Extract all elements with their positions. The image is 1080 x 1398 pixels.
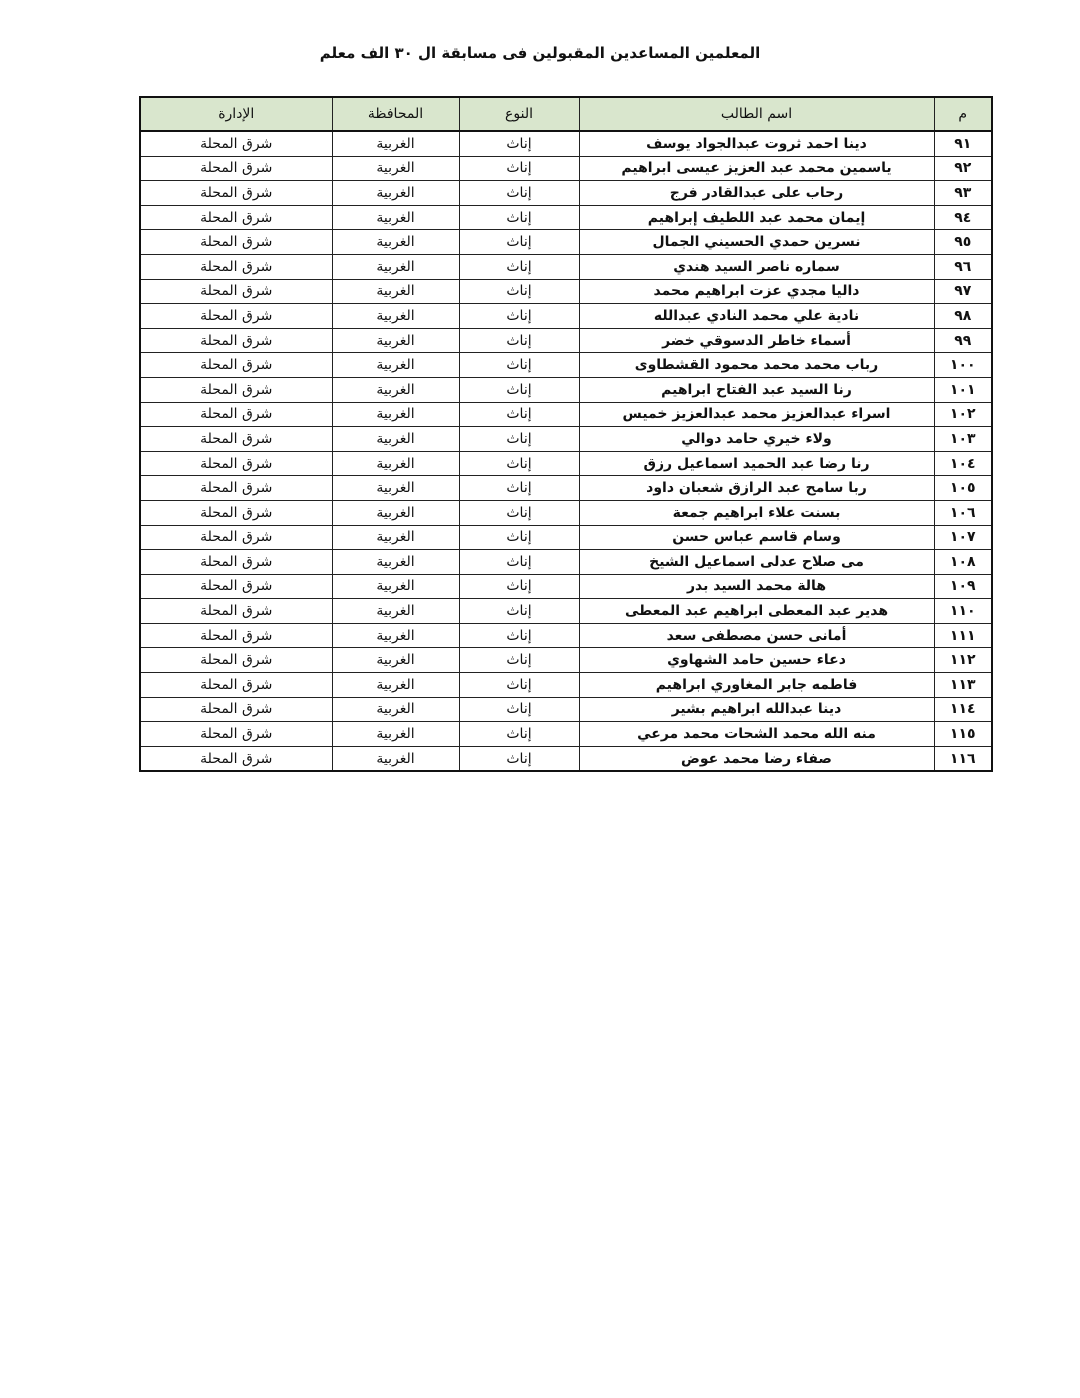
- cell-num: ٩٢: [934, 156, 992, 181]
- cell-administration: شرق المحلة: [140, 402, 332, 427]
- cell-administration: شرق المحلة: [140, 574, 332, 599]
- cell-gender: إناث: [459, 131, 579, 156]
- cell-administration: شرق المحلة: [140, 230, 332, 255]
- cell-governorate: الغربية: [332, 205, 459, 230]
- cell-student-name: وسام قاسم عباس حسن: [579, 525, 934, 550]
- cell-administration: شرق المحلة: [140, 623, 332, 648]
- table-row: [140, 550, 992, 575]
- cell-student-name: أمانى حسن مصطفى سعد: [579, 623, 934, 648]
- cell-gender: إناث: [459, 156, 579, 181]
- cell-governorate: الغربية: [332, 500, 459, 525]
- cell-gender: إناث: [459, 500, 579, 525]
- cell-governorate: الغربية: [332, 427, 459, 452]
- cell-administration: شرق المحلة: [140, 525, 332, 550]
- table-row: [140, 722, 992, 747]
- cell-administration: شرق المحلة: [140, 353, 332, 378]
- cell-student-name: هدير عبد المعطى ابراهيم عبد المعطى: [579, 599, 934, 624]
- cell-student-name: ربا سامح عبد الرازق شعبان داود: [579, 476, 934, 501]
- cell-num: ١١٦: [934, 746, 992, 771]
- table-row: [140, 377, 992, 402]
- table-row: [140, 648, 992, 673]
- cell-governorate: الغربية: [332, 181, 459, 206]
- cell-num: ١١١: [934, 623, 992, 648]
- cell-gender: إناث: [459, 746, 579, 771]
- cell-gender: إناث: [459, 550, 579, 575]
- cell-gender: إناث: [459, 328, 579, 353]
- cell-num: ٩٨: [934, 304, 992, 329]
- cell-gender: إناث: [459, 402, 579, 427]
- cell-student-name: رباب محمد محمد محمود القشطاوى: [579, 353, 934, 378]
- cell-num: ١٠٢: [934, 402, 992, 427]
- cell-administration: شرق المحلة: [140, 131, 332, 156]
- cell-governorate: الغربية: [332, 328, 459, 353]
- cell-num: ١١٣: [934, 673, 992, 698]
- cell-administration: شرق المحلة: [140, 205, 332, 230]
- table-row: [140, 599, 992, 624]
- cell-gender: إناث: [459, 279, 579, 304]
- table-row: [140, 205, 992, 230]
- table-row: [140, 500, 992, 525]
- table-row: [140, 476, 992, 501]
- cell-administration: شرق المحلة: [140, 746, 332, 771]
- cell-num: ١٠٨: [934, 550, 992, 575]
- header-governorate: المحافظة: [332, 97, 459, 131]
- cell-gender: إناث: [459, 697, 579, 722]
- cell-gender: إناث: [459, 599, 579, 624]
- cell-gender: إناث: [459, 205, 579, 230]
- cell-student-name: دينا احمد ثروت عبدالجواد يوسف: [579, 131, 934, 156]
- cell-student-name: ياسمين محمد عبد العزيز عيسى ابراهيم: [579, 156, 934, 181]
- cell-governorate: الغربية: [332, 230, 459, 255]
- header-gender: النوع: [459, 97, 579, 131]
- cell-administration: شرق المحلة: [140, 279, 332, 304]
- cell-governorate: الغربية: [332, 623, 459, 648]
- cell-administration: شرق المحلة: [140, 156, 332, 181]
- cell-administration: شرق المحلة: [140, 427, 332, 452]
- cell-governorate: الغربية: [332, 746, 459, 771]
- cell-student-name: مى صلاح عدلى اسماعيل الشيخ: [579, 550, 934, 575]
- cell-governorate: الغربية: [332, 550, 459, 575]
- cell-num: ١٠٩: [934, 574, 992, 599]
- cell-gender: إناث: [459, 648, 579, 673]
- cell-student-name: دعاء حسين حامد الشهاوي: [579, 648, 934, 673]
- cell-gender: إناث: [459, 574, 579, 599]
- cell-student-name: سماره ناصر السيد هندي: [579, 254, 934, 279]
- cell-governorate: الغربية: [332, 722, 459, 747]
- header-administration: الإدارة: [140, 97, 332, 131]
- cell-student-name: بسنت علاء ابراهيم جمعة: [579, 500, 934, 525]
- cell-governorate: الغربية: [332, 254, 459, 279]
- cell-governorate: الغربية: [332, 525, 459, 550]
- table-body: [140, 131, 992, 771]
- cell-num: ٩٩: [934, 328, 992, 353]
- cell-num: ١١٤: [934, 697, 992, 722]
- cell-governorate: الغربية: [332, 673, 459, 698]
- table-row: [140, 623, 992, 648]
- cell-administration: شرق المحلة: [140, 673, 332, 698]
- cell-num: ١٠٤: [934, 451, 992, 476]
- cell-num: ١١٢: [934, 648, 992, 673]
- table-row: [140, 230, 992, 255]
- cell-administration: شرق المحلة: [140, 722, 332, 747]
- cell-student-name: رحاب على عبدالقادر فرج: [579, 181, 934, 206]
- cell-governorate: الغربية: [332, 402, 459, 427]
- cell-num: ١١٠: [934, 599, 992, 624]
- page-title: المعلمين المساعدين المقبولين فى مسابقة ال ٣٠ الف معلم: [319, 44, 761, 62]
- cell-governorate: الغربية: [332, 279, 459, 304]
- cell-student-name: أسماء خاطر الدسوقي خضر: [579, 328, 934, 353]
- cell-num: ١٠٣: [934, 427, 992, 452]
- cell-administration: شرق المحلة: [140, 550, 332, 575]
- cell-administration: شرق المحلة: [140, 328, 332, 353]
- table-row: [140, 254, 992, 279]
- cell-student-name: دينا عبدالله ابراهيم بشير: [579, 697, 934, 722]
- cell-student-name: نسرين حمدي الحسيني الجمال: [579, 230, 934, 255]
- table-row: [140, 451, 992, 476]
- cell-num: ١٠٠: [934, 353, 992, 378]
- cell-student-name: صفاء رضا محمد عوض: [579, 746, 934, 771]
- table-header-row: [140, 97, 992, 131]
- cell-student-name: رنا رضا عبد الحميد اسماعيل رزق: [579, 451, 934, 476]
- roster-table-container: [139, 96, 991, 772]
- cell-num: ١٠٦: [934, 500, 992, 525]
- table-row: [140, 746, 992, 771]
- cell-governorate: الغربية: [332, 574, 459, 599]
- cell-governorate: الغربية: [332, 156, 459, 181]
- cell-student-name: رنا السيد عبد الفتاح ابراهيم: [579, 377, 934, 402]
- cell-gender: إناث: [459, 304, 579, 329]
- table-row: [140, 304, 992, 329]
- header-student-name: اسم الطالب: [579, 97, 934, 131]
- cell-student-name: نادية علي محمد النادي عبدالله: [579, 304, 934, 329]
- cell-num: ٩٣: [934, 181, 992, 206]
- cell-gender: إناث: [459, 673, 579, 698]
- cell-student-name: هالة محمد السيد بدر: [579, 574, 934, 599]
- table-row: [140, 402, 992, 427]
- table-row: [140, 525, 992, 550]
- header-num: م: [934, 97, 992, 131]
- table-row: [140, 131, 992, 156]
- cell-num: ٩٦: [934, 254, 992, 279]
- cell-gender: إناث: [459, 230, 579, 255]
- table-row: [140, 181, 992, 206]
- cell-governorate: الغربية: [332, 377, 459, 402]
- cell-student-name: داليا مجدي عزت ابراهيم محمد: [579, 279, 934, 304]
- cell-gender: إناث: [459, 254, 579, 279]
- cell-student-name: ولاء خيري حامد دوالي: [579, 427, 934, 452]
- cell-administration: شرق المحلة: [140, 500, 332, 525]
- cell-student-name: فاطمه جابر المغاوري ابراهيم: [579, 673, 934, 698]
- roster-table: [139, 96, 993, 772]
- table-row: [140, 427, 992, 452]
- table-row: [140, 279, 992, 304]
- cell-gender: إناث: [459, 451, 579, 476]
- cell-student-name: إيمان محمد عبد اللطيف إبراهيم: [579, 205, 934, 230]
- cell-governorate: الغربية: [332, 304, 459, 329]
- cell-administration: شرق المحلة: [140, 377, 332, 402]
- cell-administration: شرق المحلة: [140, 304, 332, 329]
- cell-student-name: اسراء عبدالعزيز محمد عبدالعزيز خميس: [579, 402, 934, 427]
- cell-num: ٩١: [934, 131, 992, 156]
- cell-gender: إناث: [459, 181, 579, 206]
- cell-num: ١١٥: [934, 722, 992, 747]
- table-row: [140, 574, 992, 599]
- cell-administration: شرق المحلة: [140, 181, 332, 206]
- cell-gender: إناث: [459, 525, 579, 550]
- cell-governorate: الغربية: [332, 451, 459, 476]
- cell-num: ١٠٧: [934, 525, 992, 550]
- cell-administration: شرق المحلة: [140, 254, 332, 279]
- cell-administration: شرق المحلة: [140, 476, 332, 501]
- cell-administration: شرق المحلة: [140, 451, 332, 476]
- cell-num: ١٠٥: [934, 476, 992, 501]
- cell-governorate: الغربية: [332, 697, 459, 722]
- cell-gender: إناث: [459, 722, 579, 747]
- table-row: [140, 673, 992, 698]
- cell-governorate: الغربية: [332, 131, 459, 156]
- cell-gender: إناث: [459, 476, 579, 501]
- cell-administration: شرق المحلة: [140, 599, 332, 624]
- cell-gender: إناث: [459, 623, 579, 648]
- cell-num: ٩٧: [934, 279, 992, 304]
- cell-governorate: الغربية: [332, 476, 459, 501]
- cell-num: ٩٤: [934, 205, 992, 230]
- cell-gender: إناث: [459, 427, 579, 452]
- table-row: [140, 697, 992, 722]
- table-row: [140, 156, 992, 181]
- cell-num: ١٠١: [934, 377, 992, 402]
- cell-student-name: منه الله محمد الشحات محمد مرعي: [579, 722, 934, 747]
- cell-administration: شرق المحلة: [140, 648, 332, 673]
- cell-gender: إناث: [459, 353, 579, 378]
- cell-governorate: الغربية: [332, 599, 459, 624]
- cell-governorate: الغربية: [332, 353, 459, 378]
- cell-governorate: الغربية: [332, 648, 459, 673]
- table-row: [140, 328, 992, 353]
- cell-num: ٩٥: [934, 230, 992, 255]
- cell-gender: إناث: [459, 377, 579, 402]
- cell-administration: شرق المحلة: [140, 697, 332, 722]
- table-row: [140, 353, 992, 378]
